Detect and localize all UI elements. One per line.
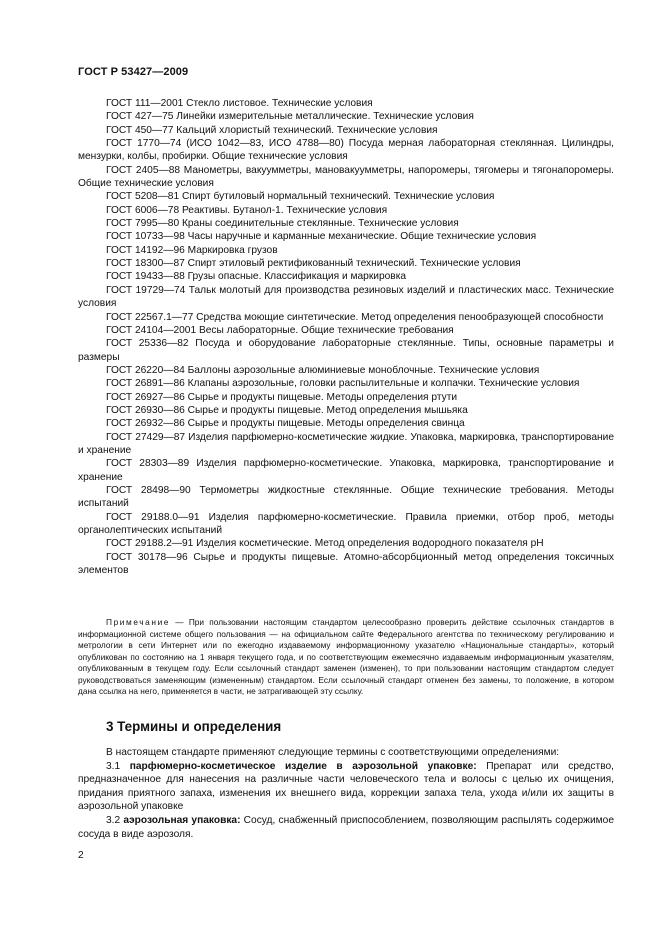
normative-references-list	[78, 97, 614, 577]
section-body	[78, 746, 614, 841]
reference-item: ГОСТ 26932—86 Сырье и продукты пищевые. Методы определения свинца	[106, 418, 465, 430]
term-definition-text: Сосуд, снабженный приспособлением, позволяющим распылять содержимое сосуда в виде аэрозоля.	[78, 814, 614, 840]
section-title: 3 Термины и определения	[106, 719, 282, 734]
reference-item: ГОСТ 28498—90 Термометры жидкостные стеклянные. Общие технические требования. Методы испытаний	[78, 484, 614, 510]
reference-item: ГОСТ 1770—74 (ИСО 1042—83, ИСО 4788—80) Посуда мерная лабораторная стеклянная. Цилиндры, мензурки, колбы, пробирки. Общие технические условия	[78, 138, 614, 163]
reference-item: ГОСТ 427—75 Линейки измерительные металлические. Технические условия	[106, 111, 474, 123]
reference-item: ГОСТ 7995—80 Краны соединительные стеклянные. Технические условия	[106, 218, 459, 230]
reference-item: ГОСТ 111—2001 Стекло листовое. Технические условия	[106, 98, 373, 109]
note-text: — При пользовании настоящим стандартом целесообразно проверить действие ссылочных стандартов в информационной системе общего пользования — на официальном сайте Федерального агентства по техническому регулированию и метрологии в сети Интернет или по ежегодно издаваемому информационному указателю «Национальные стандарты», который опубликован по состоянию на 1 января текущего года, и по соответствующим ежемесячно издаваемым информационным указателям, опубликованным в текущем году. Если ссылочный стандарт заменен (изменен), то при пользовании настоящим стандартом следует руководствоваться заменяющим (измененным) стандартом. Если ссылочный стандарт отменен без замены, то положение, в котором дана ссылка на него, применяется в части, не затрагивающей эту ссылку.	[78, 617, 614, 696]
reference-item: ГОСТ 30178—96 Сырье и продукты пищевые. Атомно-абсорбционный метод определения токсичных элементов	[78, 551, 614, 577]
term-definition-text: Препарат или средство, предназначенное для нанесения на различные части человеческого тела и волосы с целью их очищения, придания приятного запаха, изменения их внешнего вида, коррекции запаха тела, ухода и/или их защиты в аэрозольной упаковке	[78, 760, 614, 813]
reference-item: ГОСТ 27429—87 Изделия парфюмерно-косметические жидкие. Упаковка, маркировка, транспортирование и хранение	[78, 431, 614, 456]
reference-item: ГОСТ 26220—84 Баллоны аэрозольные алюминиевые моноблочные. Технические условия	[106, 364, 540, 376]
reference-item: ГОСТ 26927—86 Сырье и продукты пищевые. Методы определения ртути	[106, 391, 458, 403]
reference-item: ГОСТ 6006—78 Реактивы. Бутанол-1. Технические условия	[106, 204, 388, 216]
reference-item: ГОСТ 28303—89 Изделия парфюмерно-косметические. Упаковка, маркировка, транспортирование и хранение	[78, 458, 614, 483]
reference-item: ГОСТ 19729—74 Тальк молотый для производства резиновых изделий и пластических масс. Технические условия	[78, 284, 614, 310]
reference-item: ГОСТ 18300—87 Спирт этиловый ректификованный технический. Технические условия	[106, 258, 521, 270]
reference-item: ГОСТ 25336—82 Посуда и оборудование лабораторные стеклянные. Типы, основные параметры и размеры	[78, 338, 614, 363]
term-name: аэрозольная упаковка:	[123, 814, 241, 826]
reference-item: ГОСТ 24104—2001 Весы лабораторные. Общие технические требования	[106, 324, 454, 336]
reference-item: ГОСТ 26930—86 Сырье и продукты пищевые. Метод определения мышьяка	[106, 404, 468, 416]
reference-item: ГОСТ 22567.1—77 Средства моющие синтетические. Метод определения пенообразующей способности	[106, 311, 604, 323]
term-definition	[78, 814, 614, 841]
reference-item: ГОСТ 29188.0—91 Изделия парфюмерно-косметические. Правила приемки, отбор проб, методы органолептических испытаний	[78, 511, 614, 536]
term-name: парфюмерно-косметическое изделие в аэрозольной упаковке:	[129, 760, 477, 772]
reference-item: ГОСТ 10733—98 Часы наручные и карманные механические. Общие технические условия	[106, 231, 537, 243]
page-number: 2	[78, 850, 84, 861]
reference-item: ГОСТ 29188.2—91 Изделия косметические. Метод определения водородного показателя pH	[106, 538, 544, 550]
reference-item: ГОСТ 450—77 Кальций хлористый технический. Технические условия	[106, 124, 438, 136]
reference-item: ГОСТ 14192—96 Маркировка грузов	[106, 244, 278, 256]
reference-item: ГОСТ 5208—81 Спирт бутиловый нормальный технический. Технические условия	[106, 191, 495, 203]
term-number: 3.1	[106, 760, 130, 772]
reference-item: ГОСТ 26891—86 Клапаны аэрозольные, головки распылительные и колпачки. Технические условия	[106, 378, 580, 390]
note-label: Примечание	[106, 617, 171, 627]
section-intro: В настоящем стандарте применяют следующие термины с соответствующими определениями:	[106, 747, 560, 758]
term-number: 3.2	[106, 814, 124, 826]
reference-item: ГОСТ 19433—88 Грузы опасные. Классификация и маркировка	[106, 271, 407, 283]
note-block	[78, 617, 614, 698]
term-definition	[78, 760, 614, 814]
reference-item: ГОСТ 2405—88 Манометры, вакуумметры, мановакуумметры, напоромеры, тягомеры и тягонапоромеры. Общие технические условия	[78, 164, 614, 190]
document-header: ГОСТ Р 53427—2009	[78, 66, 189, 78]
note-paragraph	[78, 617, 614, 698]
